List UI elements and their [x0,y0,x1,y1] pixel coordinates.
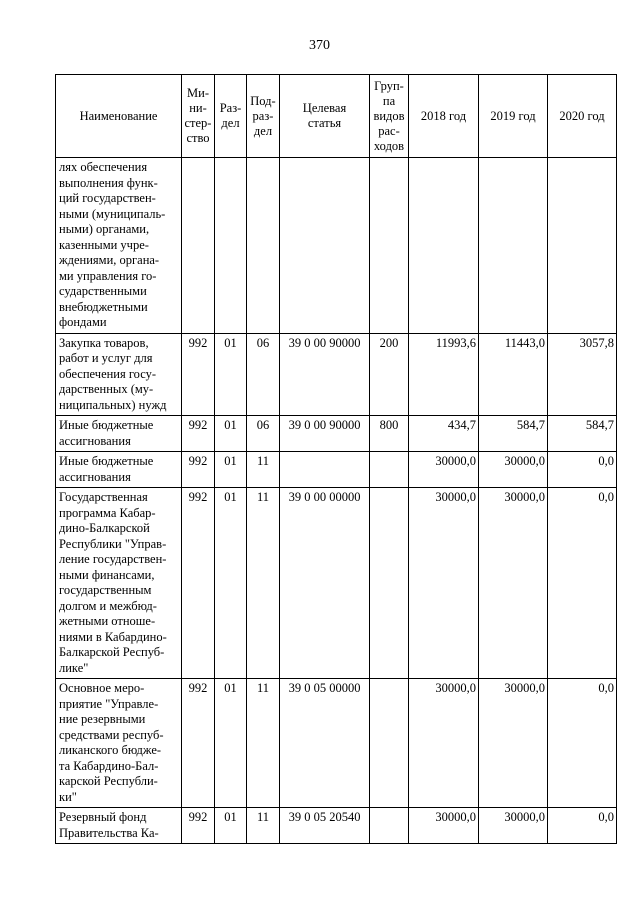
row-name: Основное меро- приятие "Управле- ние резервными средствами респуб- ликанского бюдже- та Кабардино-Бал- карской Республи- ки" [56,679,182,808]
row-ministry: 992 [182,416,215,452]
row-expense-group [370,808,409,844]
row-name: Государственная программа Кабар- дино-Балкарской Республики "Управ- ление государствен- ными финансами, государственным долгом и межбюд- жетными отноше- ниями в Кабардино- Балкарской Респуб- лике" [56,488,182,679]
row-section: 01 [215,452,247,488]
row-2020: 3057,8 [548,333,617,416]
column-header-2020: 2020 год [548,75,617,158]
row-expense-group: 200 [370,333,409,416]
row-2019: 11443,0 [479,333,548,416]
row-subsection: 11 [247,679,280,808]
row-2018: 30000,0 [409,808,479,844]
row-expense-group [370,488,409,679]
table-header-row [56,75,617,158]
column-header-target-article: Целевая статья [280,75,370,158]
row-ministry: 992 [182,452,215,488]
row-expense-group [370,452,409,488]
row-2020: 584,7 [548,416,617,452]
row-2020: 0,0 [548,488,617,679]
row-section: 01 [215,416,247,452]
row-2019: 584,7 [479,416,548,452]
row-2018: 434,7 [409,416,479,452]
row-ministry: 992 [182,333,215,416]
row-section: 01 [215,488,247,679]
row-2020 [548,158,617,334]
table-row [56,333,617,416]
page-number: 370 [309,38,330,53]
row-target-article: 39 0 00 90000 [280,416,370,452]
row-section: 01 [215,333,247,416]
row-name: лях обеспечения выполнения функ- ций государствен- ными (муниципаль- ными) органами, казенными учре- ждениями, органа- ми управления го- сударственными внебюджетными фондами [56,158,182,334]
table-row [56,452,617,488]
row-section: 01 [215,679,247,808]
row-subsection [247,158,280,334]
table-row [56,679,617,808]
row-2019: 30000,0 [479,808,548,844]
row-name: Иные бюджетные ассигнования [56,416,182,452]
row-section [215,158,247,334]
row-subsection: 11 [247,808,280,844]
column-header-section: Раз- дел [215,75,247,158]
row-target-article: 39 0 05 20540 [280,808,370,844]
column-header-expense-group: Груп- па видов рас- ходов [370,75,409,158]
row-2018: 30000,0 [409,488,479,679]
table-row [56,488,617,679]
row-name: Закупка товаров, работ и услуг для обеспечения госу- дарственных (му- ниципальных) нужд [56,333,182,416]
row-name: Резервный фонд Правительства Ка- [56,808,182,844]
column-header-name: Наименование [56,75,182,158]
column-header-2019: 2019 год [479,75,548,158]
row-2018: 30000,0 [409,452,479,488]
row-ministry: 992 [182,488,215,679]
row-subsection: 06 [247,333,280,416]
row-2018: 11993,6 [409,333,479,416]
row-target-article [280,452,370,488]
row-expense-group [370,679,409,808]
table-row [56,808,617,844]
row-expense-group: 800 [370,416,409,452]
row-section: 01 [215,808,247,844]
row-2019: 30000,0 [479,488,548,679]
row-target-article: 39 0 00 00000 [280,488,370,679]
budget-table [55,74,617,844]
column-header-subsection: Под- раз- дел [247,75,280,158]
row-subsection: 11 [247,488,280,679]
row-2018: 30000,0 [409,679,479,808]
row-target-article: 39 0 05 00000 [280,679,370,808]
row-2020: 0,0 [548,679,617,808]
row-target-article: 39 0 00 90000 [280,333,370,416]
row-expense-group [370,158,409,334]
row-ministry [182,158,215,334]
column-header-2018: 2018 год [409,75,479,158]
row-ministry: 992 [182,679,215,808]
row-2019 [479,158,548,334]
row-subsection: 06 [247,416,280,452]
row-2018 [409,158,479,334]
table-row [56,416,617,452]
table-row [56,158,617,334]
row-2020: 0,0 [548,808,617,844]
column-header-ministry: Ми- ни- стер- ство [182,75,215,158]
row-subsection: 11 [247,452,280,488]
row-ministry: 992 [182,808,215,844]
row-2019: 30000,0 [479,679,548,808]
row-target-article [280,158,370,334]
row-2019: 30000,0 [479,452,548,488]
row-2020: 0,0 [548,452,617,488]
row-name: Иные бюджетные ассигнования [56,452,182,488]
